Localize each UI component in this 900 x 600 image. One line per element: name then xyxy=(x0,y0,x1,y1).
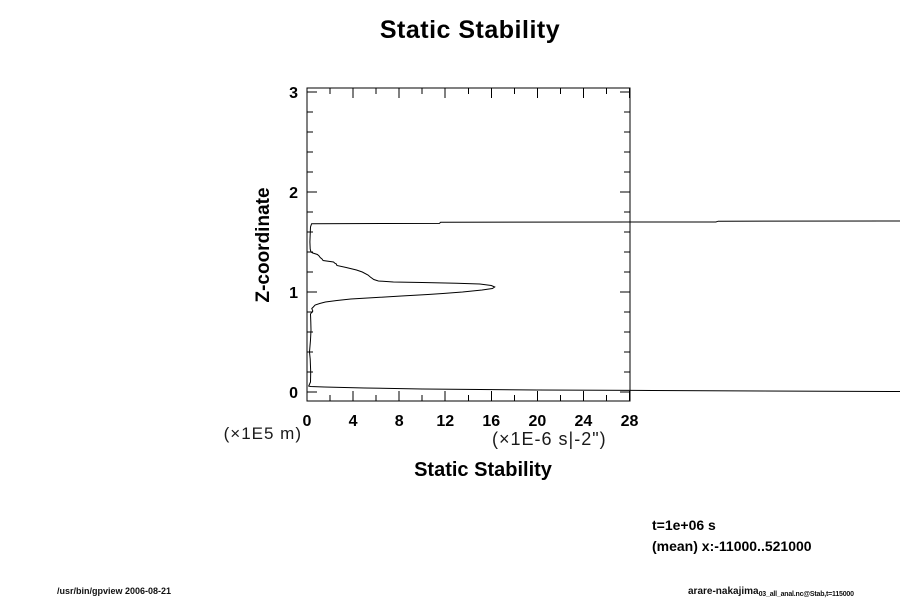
annotation-mean-range: (mean) x:-11000..521000 xyxy=(652,538,812,554)
footer-run-id xyxy=(688,586,854,597)
page-title: Static Stability xyxy=(379,16,561,44)
x-tick-label: 20 xyxy=(528,413,547,430)
y-tick-label: 2 xyxy=(289,185,298,202)
y-tick-label: 0 xyxy=(289,385,298,402)
y-tick-label: 1 xyxy=(289,285,298,302)
x-tick-label: 8 xyxy=(394,413,404,430)
annotation-time: t=1e+06 s xyxy=(652,517,716,533)
plot-frame xyxy=(307,88,630,401)
x-tick-label: 24 xyxy=(574,413,593,430)
x-axis-title: Static Stability xyxy=(414,459,552,481)
x-tick-label: 12 xyxy=(436,413,455,430)
x-tick-label: 28 xyxy=(620,413,639,430)
footer-command-text: /usr/bin/gpview 2006-08-21 xyxy=(57,586,172,596)
x-tick-label: 0 xyxy=(302,413,312,430)
profile-curve xyxy=(309,221,900,392)
y-axis-label: Z-coordinate xyxy=(253,187,274,303)
footer-run-id-main: arare-nakajima xyxy=(688,586,759,597)
footer-run-id-sub: 03_all_anal.nc@Stab,t=115000 xyxy=(758,591,854,598)
x-tick-label: 16 xyxy=(482,413,501,430)
x-axis-unit-label: (×1E-6 s|-2") xyxy=(492,429,607,449)
y-axis-unit-label: (×1E5 m) xyxy=(223,424,302,443)
x-tick-label: 4 xyxy=(348,413,358,430)
y-tick-label: 3 xyxy=(289,85,298,102)
